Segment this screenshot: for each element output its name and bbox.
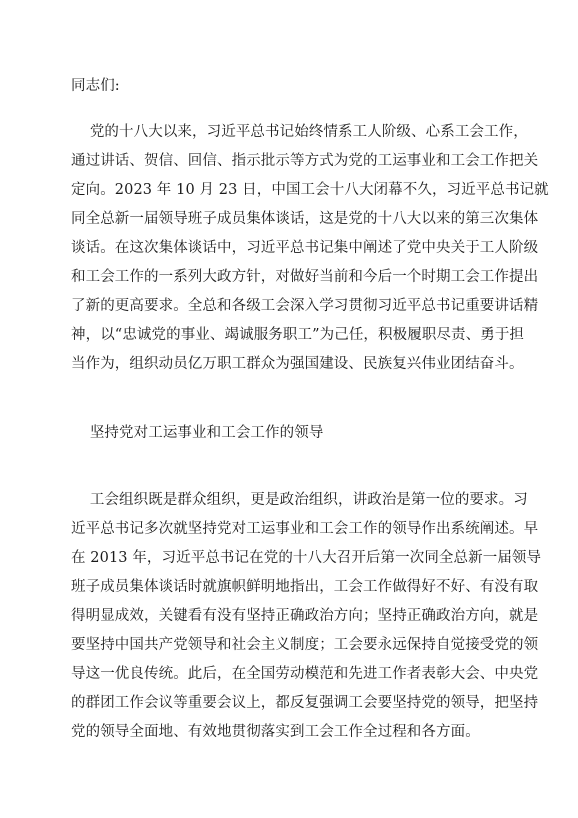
- section-heading: [71, 419, 323, 448]
- paragraph-line: 党的领导全面地、有效地贯彻落实到工会工作全过程和各方面。: [71, 724, 480, 740]
- paragraph-line: 要坚持中国共产党领导和社会主义制度；工会要永远保持自觉接受党的领: [71, 637, 539, 653]
- paragraph-line: 的群团工作会议等重要会议上，都反复强调工会要坚持党的领导，把坚持: [71, 695, 539, 711]
- paragraph-line: 近平总书记多次就坚持党对工运事业和工会工作的领导作出系统阐述。早: [71, 521, 539, 537]
- paragraph-line: 导这一优良传统。此后，在全国劳动模范和先进工作者表彰大会、中央党: [71, 666, 539, 682]
- paragraph-line: 在 2013 年，习近平总书记在党的十八大召开后第一次同全总新一届领导: [71, 550, 542, 566]
- paragraph-party-leadership: [71, 486, 541, 747]
- paragraph-line: 了新的更高要求。全总和各级工会深入学习贯彻习近平总书记重要讲话精: [71, 298, 539, 314]
- paragraph-line: 当作为，组织动员亿万职工群众为强国建设、民族复兴伟业团结奋斗。: [71, 356, 524, 372]
- paragraph-line: 工会组织既是群众组织，更是政治组织，讲政治是第一位的要求。习: [71, 492, 528, 508]
- paragraph-line: 同全总新一届领导班子成员集体谈话，这是党的十八大以来的第三次集体: [71, 211, 539, 227]
- paragraph-line: 得明显成效，关键看有没有坚持正确政治方向；坚持正确政治方向，就是: [71, 608, 539, 624]
- paragraph-line: 通过讲话、贺信、回信、指示批示等方式为党的工运事业和工会工作把关: [71, 153, 539, 169]
- paragraph-line: 谈话。在这次集体谈话中，习近平总书记集中阐述了党中央关于工人阶级: [71, 240, 539, 256]
- paragraph-line: 神，以“忠诚党的事业、竭诚服务职工”为己任，积极履职尽责、勇于担: [71, 327, 525, 343]
- salutation: [71, 72, 120, 101]
- paragraph-line: 班子成员集体谈话时就旗帜鲜明地指出，工会工作做得好不好、有没有取: [71, 579, 539, 595]
- salutation-text: 同志们:: [71, 78, 120, 94]
- paragraph-line: 和工会工作的一系列大政方针，对做好当前和今后一个时期工会工作提出: [71, 269, 539, 285]
- section-heading-text: 坚持党对工运事业和工会工作的领导: [71, 425, 324, 441]
- paragraph-line: 党的十八大以来，习近平总书记始终情系工人阶级、心系工会工作，: [71, 124, 528, 140]
- paragraph-line: 定向。2023 年 10 月 23 日，中国工会十八大闭幕不久，习近平总书记就: [71, 182, 549, 198]
- paragraph-intro: [71, 118, 549, 379]
